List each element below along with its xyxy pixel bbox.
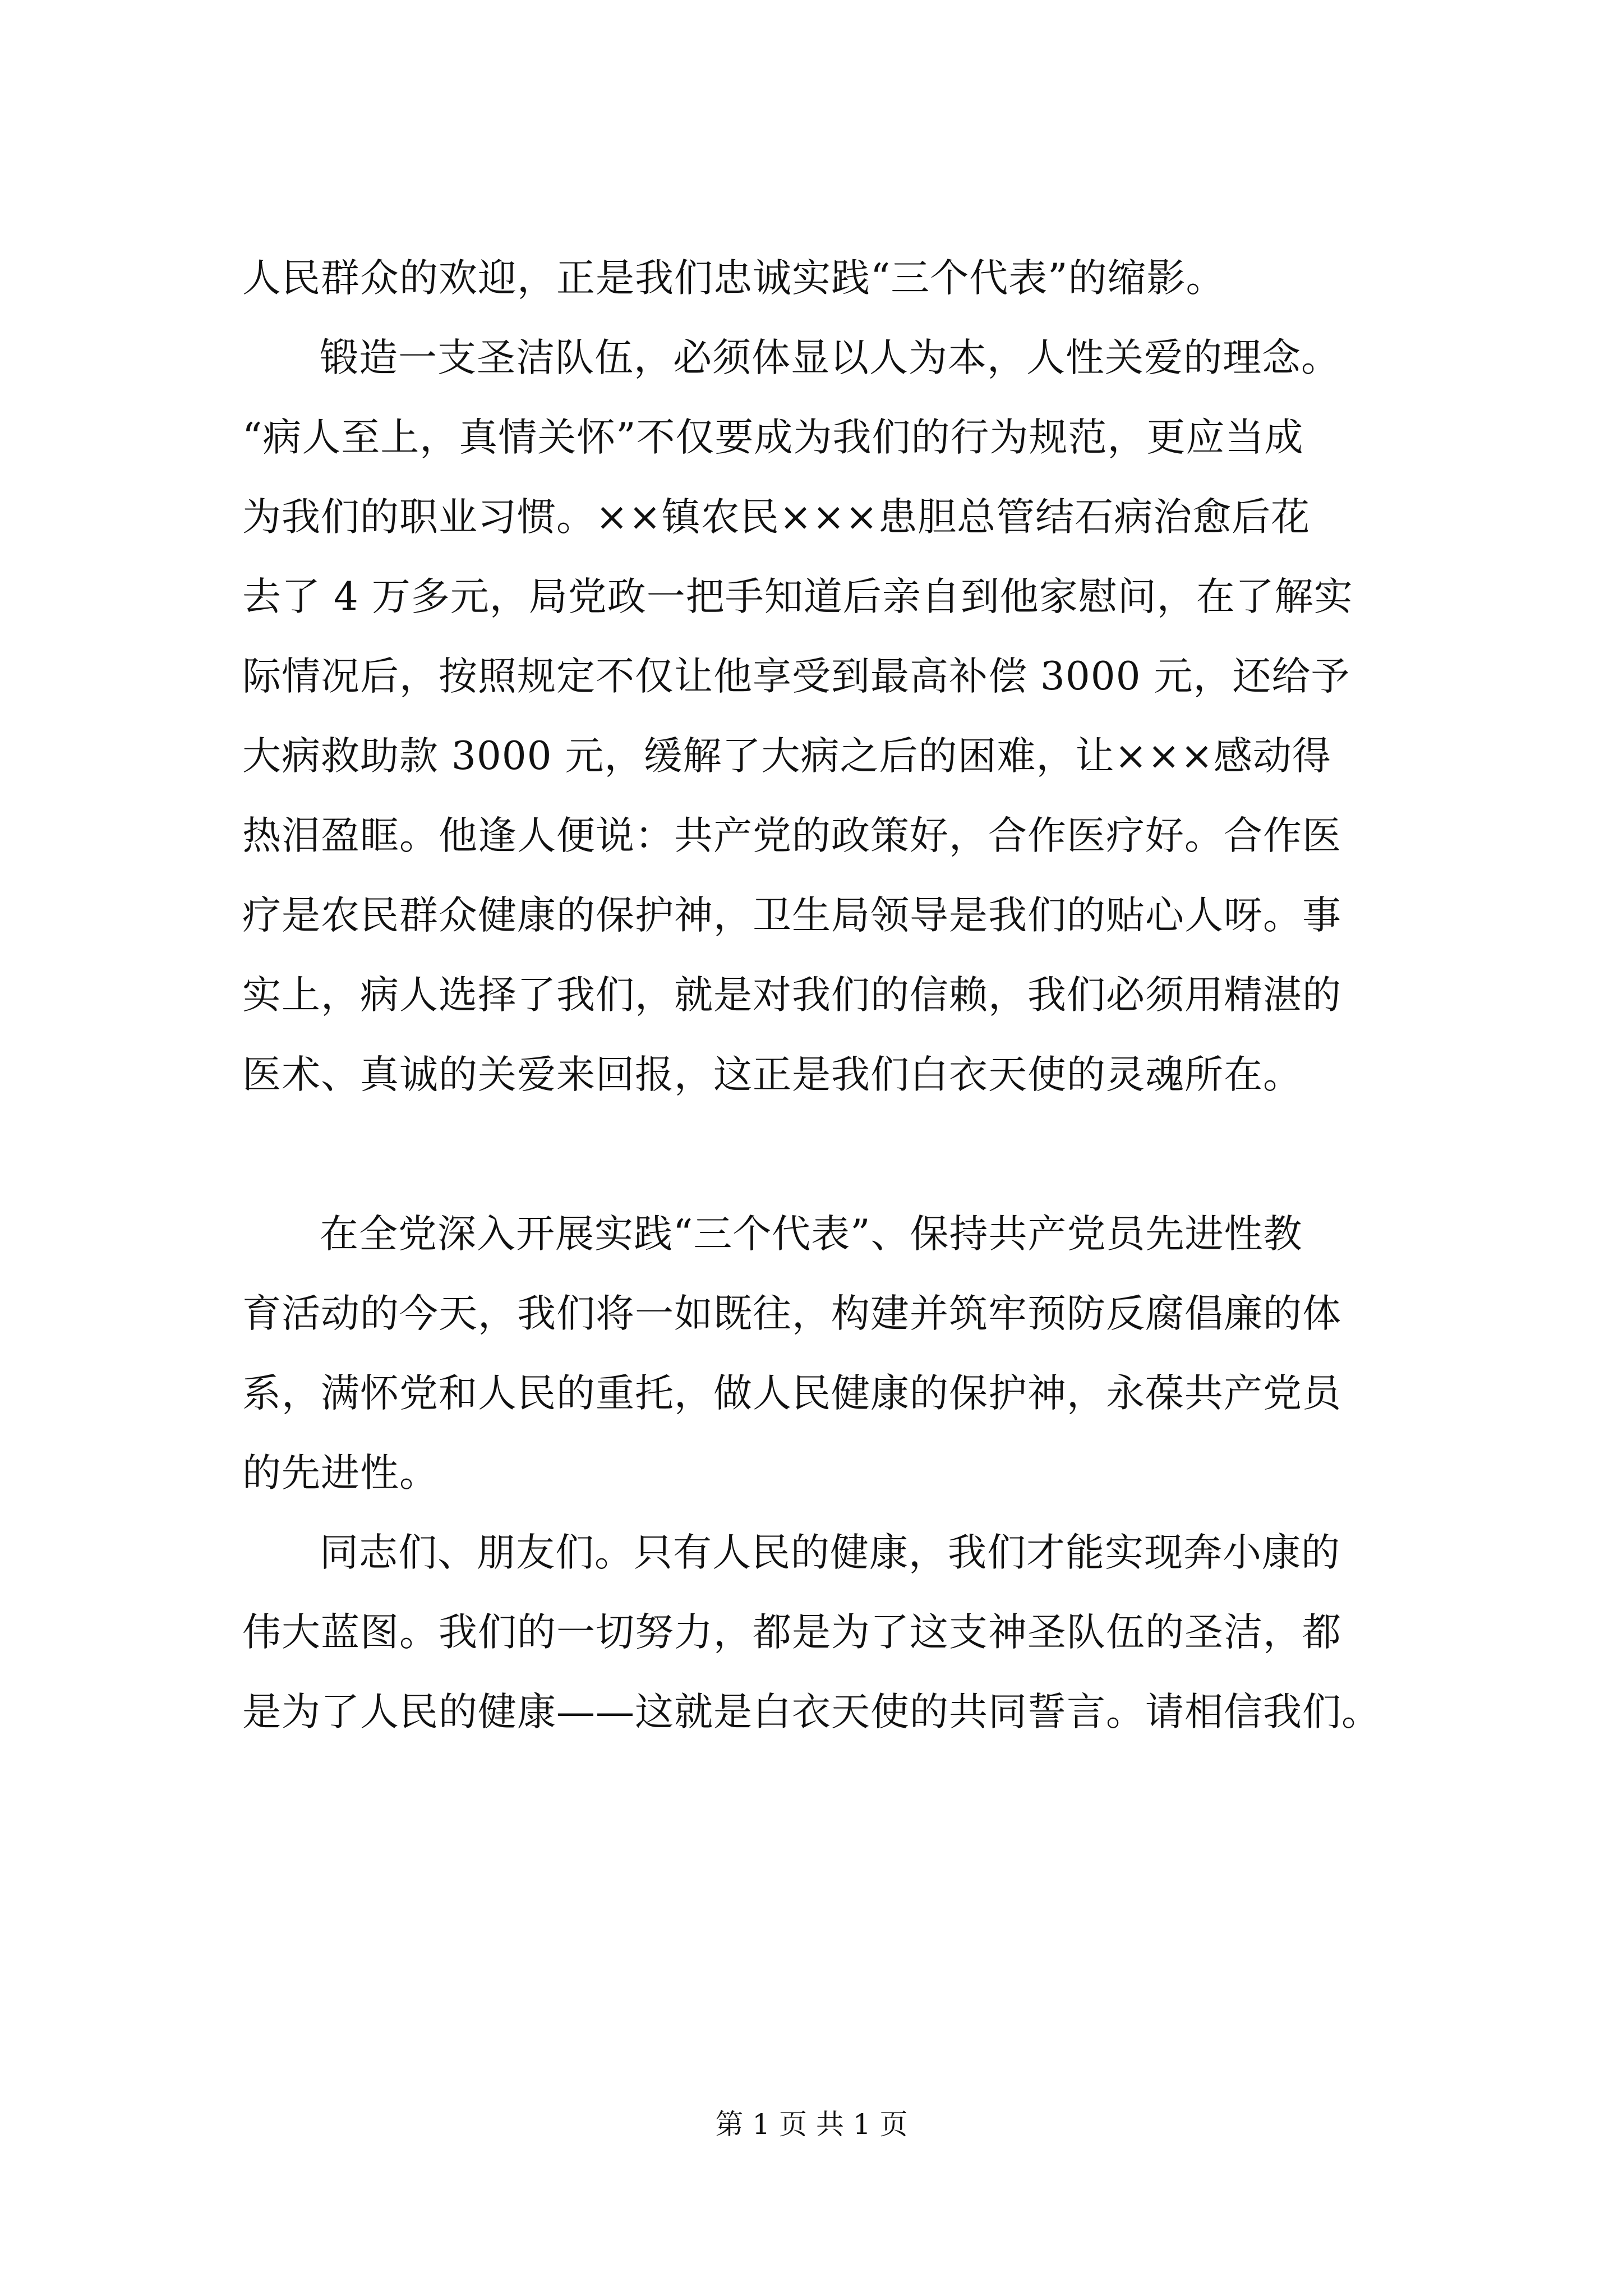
text-line: 的先进性。 <box>242 1451 439 1496</box>
text-line: 医术、真诚的关爱来回报，这正是我们白衣天使的灵魂所在。 <box>242 1052 1302 1097</box>
text-line: 实上，病人选择了我们，就是对我们的信赖，我们必须用精湛的 <box>242 973 1341 1018</box>
paragraph-first-line: 同志们、朋友们。只有人民的健康，我们才能实现奔小康的 <box>320 1530 1340 1575</box>
text-line: 人民群众的欢迎，正是我们忠诚实践“三个代表”的缩影。 <box>242 256 1225 301</box>
text-line: 是为了人民的健康——这就是白衣天使的共同誓言。请相信我们。 <box>242 1690 1381 1734</box>
paragraph-first-line: 锻造一支圣洁队伍，必须体显以人为本，人性关爱的理念。 <box>320 335 1340 380</box>
text-line: “病人至上，真情关怀”不仅要成为我们的行为规范，更应当成 <box>242 415 1304 460</box>
text-line: 育活动的今天，我们将一如既往，构建并筑牢预防反腐倡廉的体 <box>242 1291 1341 1336</box>
text-line: 际情况后，按照规定不仅让他享受到最高补偿 3000 元，还给予 <box>242 654 1350 699</box>
text-line: 疗是农民群众健康的保护神，卫生局领导是我们的贴心人呀。事 <box>242 893 1341 938</box>
page-number-footer: 第 1 页 共 1 页 <box>715 2108 908 2141</box>
text-line: 大病救助款 3000 元，缓解了大病之后的困难，让×××感动得 <box>242 734 1331 779</box>
paragraph-first-line: 在全党深入开展实践“三个代表”、保持共产党员先进性教 <box>320 1212 1303 1257</box>
text-line: 为我们的职业习惯。××镇农民×××患胆总管结石病治愈后花 <box>242 495 1311 540</box>
text-line: 系，满怀党和人民的重托，做人民健康的保护神，永葆共产党员 <box>242 1371 1341 1416</box>
text-line: 伟大蓝图。我们的一切努力，都是为了这支神圣队伍的圣洁，都 <box>242 1610 1341 1655</box>
text-line: 去了 4 万多元，局党政一把手知道后亲自到他家慰问，在了解实 <box>242 574 1353 619</box>
text-line: 热泪盈眶。他逢人便说：共产党的政策好，合作医疗好。合作医 <box>242 813 1341 858</box>
